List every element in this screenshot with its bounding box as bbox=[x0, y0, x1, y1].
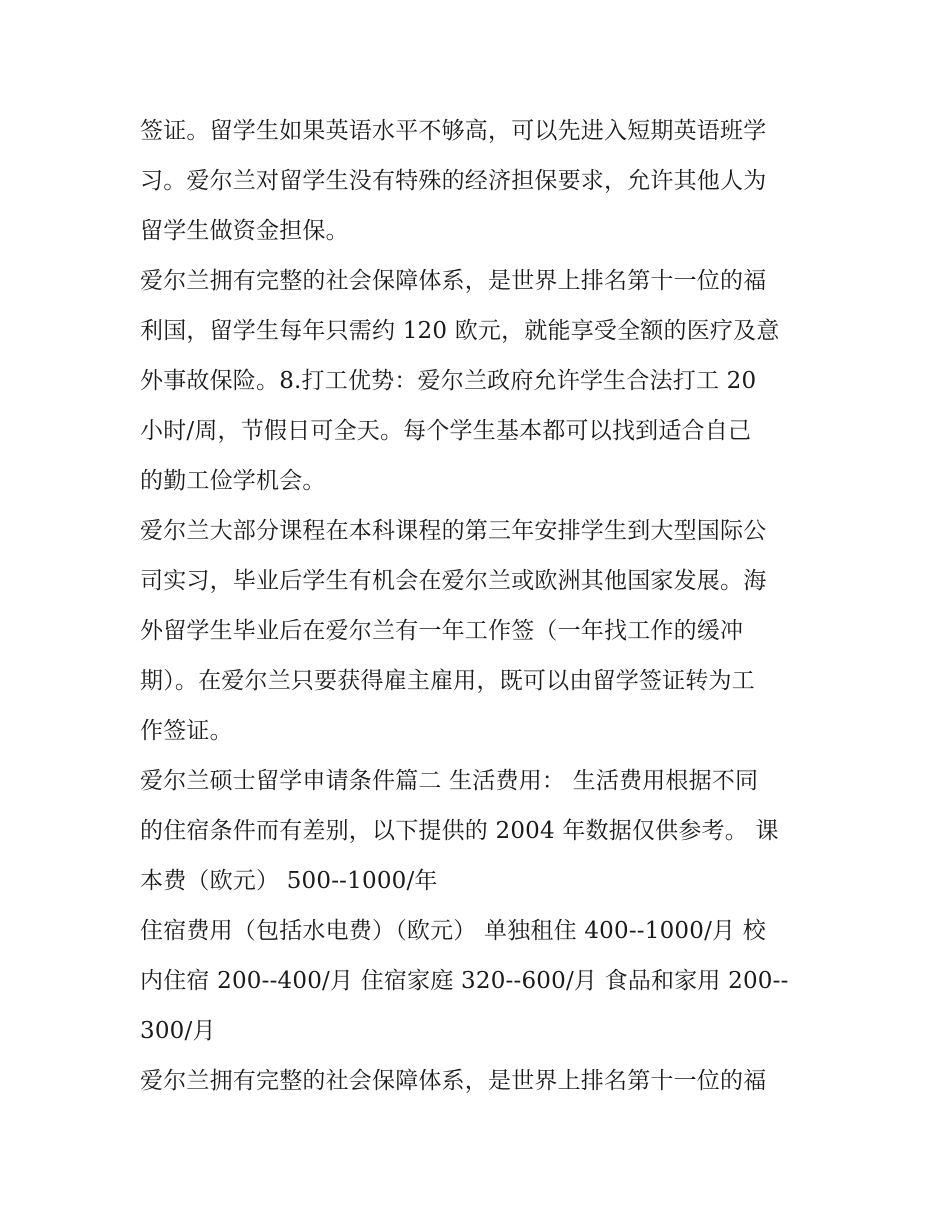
text-line: 爱尔兰拥有完整的社会保障体系，是世界上排名第十一位的福 bbox=[140, 268, 767, 294]
paragraph-social-security bbox=[140, 256, 820, 506]
text-line: 小时/周，节假日可全天。每个学生基本都可以找到适合自己 bbox=[140, 418, 752, 444]
text-line: 利国，留学生每年只需约 120 欧元，就能享受全额的医疗及意 bbox=[140, 318, 780, 344]
paragraph-visa bbox=[140, 106, 820, 256]
paragraph-living-costs bbox=[140, 756, 820, 906]
text-line: 作签证。 bbox=[140, 718, 233, 744]
text-line: 外事故保险。8.打工优势：爱尔兰政府允许学生合法打工 20 bbox=[140, 368, 757, 394]
text-line: 住宿费用（包括水电费）（欧元） 单独租住 400--1000/月 校 bbox=[140, 918, 766, 944]
text-line: 300/月 bbox=[140, 1018, 216, 1044]
document-page bbox=[140, 106, 820, 1106]
text-line: 的勤工俭学机会。 bbox=[140, 468, 326, 494]
text-line: 内住宿 200--400/月 住宿家庭 320--600/月 食品和家用 200-- bbox=[140, 968, 789, 994]
text-line: 习。爱尔兰对留学生没有特殊的经济担保要求，允许其他人为 bbox=[140, 168, 767, 194]
text-line: 司实习，毕业后学生有机会在爱尔兰或欧洲其他国家发展。海 bbox=[140, 568, 767, 594]
text-line: 期）。在爱尔兰只要获得雇主雇用，既可以由留学签证转为工 bbox=[140, 668, 755, 694]
paragraph-social-security-repeat bbox=[140, 1056, 820, 1106]
text-line: 爱尔兰拥有完整的社会保障体系，是世界上排名第十一位的福 bbox=[140, 1068, 767, 1094]
text-line: 爱尔兰硕士留学申请条件篇二 生活费用： 生活费用根据不同 bbox=[140, 768, 759, 794]
paragraph-accommodation-costs bbox=[140, 906, 820, 1056]
text-line: 爱尔兰大部分课程在本科课程的第三年安排学生到大型国际公 bbox=[140, 518, 767, 544]
text-line: 外留学生毕业后在爱尔兰有一年工作签（一年找工作的缓冲 bbox=[140, 618, 744, 644]
text-line: 签证。留学生如果英语水平不够高，可以先进入短期英语班学 bbox=[140, 118, 767, 144]
text-line: 的住宿条件而有差别，以下提供的 2004 年数据仅供参考。 课 bbox=[140, 818, 779, 844]
text-line: 留学生做资金担保。 bbox=[140, 218, 349, 244]
paragraph-internship bbox=[140, 506, 820, 756]
text-line: 本费（欧元） 500--1000/年 bbox=[140, 868, 438, 894]
